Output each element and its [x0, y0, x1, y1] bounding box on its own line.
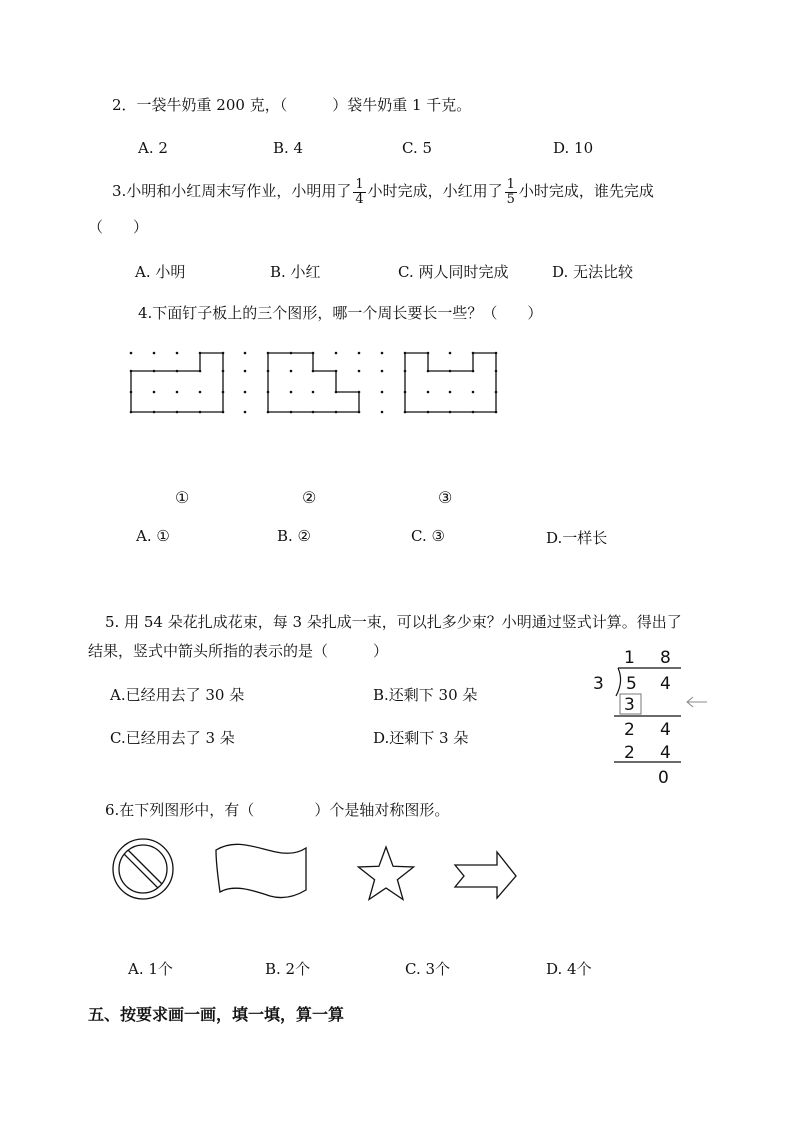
q4-option-d: D.一样长: [546, 529, 608, 547]
q2-option-a: A. 2: [138, 139, 168, 157]
figure-label-2: ②: [302, 488, 317, 507]
quotient-digit-1: 1: [624, 648, 635, 668]
q2-option-c: C. 5: [402, 139, 433, 157]
dividend-digit-1: 5: [626, 674, 637, 694]
q3-option-c: C. 两人同时完成: [398, 263, 509, 281]
q5-option-d: D.还剩下 3 朵: [373, 729, 469, 747]
subtraction-step-1: 3: [624, 695, 635, 715]
fraction-one-fifth: $\frac{1}{5}$: [506, 176, 515, 207]
q3-stem-part-b: 小时完成，小红用了: [367, 182, 503, 200]
figure-label-3: ③: [438, 488, 453, 507]
q2-option-d: D. 10: [553, 139, 594, 157]
remainder: 0: [658, 768, 669, 788]
q3-stem-part-c: 小时完成，谁先完成: [518, 182, 654, 200]
q3-stem-part-a: 3.小明和小红周末写作业，小明用了: [112, 182, 352, 200]
partial-dividend-digit-2: 4: [660, 720, 671, 740]
fraction-one-quarter: $\frac{1}{4}$: [355, 176, 364, 207]
q5-option-a: A.已经用去了 30 朵: [110, 686, 245, 704]
section-5-title: 五、按要求画一画，填一填，算一算: [88, 1005, 345, 1024]
q3-option-a: A. 小明: [135, 263, 186, 281]
question-4-stem: 4.下面钉子板上的三个图形，哪一个周长要长一些？（ ）: [138, 304, 543, 322]
q3-option-d: D. 无法比较: [552, 263, 634, 281]
dividend-digit-2: 4: [660, 674, 671, 694]
q6-option-a: A. 1个: [128, 960, 173, 978]
q3-answer-blank: （ ）: [88, 218, 149, 236]
q2-option-b: B. 4: [273, 139, 304, 157]
wavy-flag-icon: [216, 844, 306, 897]
q6-option-d: D. 4个: [546, 960, 592, 978]
q4-option-a: A. ①: [136, 527, 170, 545]
q5-option-c: C.已经用去了 3 朵: [110, 729, 235, 747]
q6-option-b: B. 2个: [265, 960, 311, 978]
q3-option-b: B. 小红: [270, 263, 321, 281]
question-2-stem: 2．一袋牛奶重 200 克，（ ）袋牛奶重 1 千克。: [112, 96, 472, 114]
subtraction-step-2-digit-2: 4: [660, 743, 671, 763]
arrow-shape-icon: [455, 852, 516, 898]
divisor: 3: [593, 674, 604, 694]
q4-option-c: C. ③: [411, 527, 445, 545]
star-icon: [358, 847, 413, 900]
q5-option-b: B.还剩下 30 朵: [373, 686, 478, 704]
question-5-stem-line2: 结果，竖式中箭头所指的表示的是（ ）: [88, 642, 389, 660]
figure-label-1: ①: [175, 488, 190, 507]
q6-option-c: C. 3个: [405, 960, 451, 978]
subtraction-step-2-digit-1: 2: [624, 743, 635, 763]
question-5-stem-line1: 5. 用 54 朵花扎成花束，每 3 朵扎成一束，可以扎多少束？小明通过竖式计算。得出了: [105, 613, 682, 631]
quotient-digit-2: 8: [660, 648, 671, 668]
no-entry-sign-icon: [113, 839, 173, 899]
question-6-stem: 6.在下列图形中，有（ ）个是轴对称图形。: [105, 801, 450, 819]
q4-option-b: B. ②: [277, 527, 312, 545]
partial-dividend-digit-1: 2: [624, 720, 635, 740]
